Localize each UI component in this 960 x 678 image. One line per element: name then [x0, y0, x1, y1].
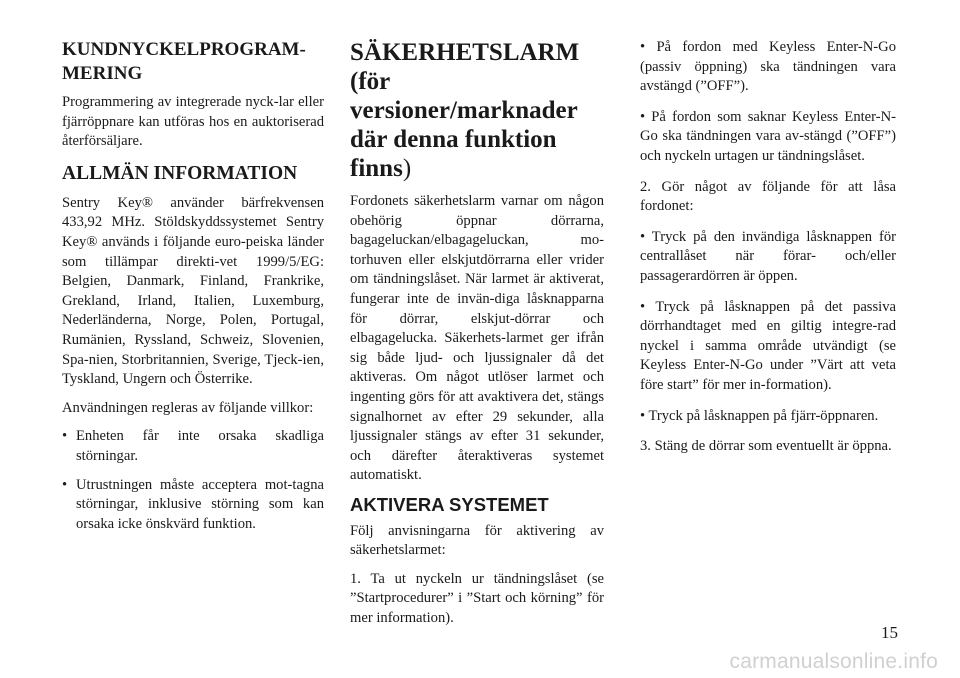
- middle-column: [350, 38, 604, 637]
- paragraph-key-programming: Programmering av integrerade nyck-lar eller fjärröppnare kan utföras hos en auktoriserad återförsäljare.: [62, 94, 324, 150]
- paragraph-activation-intro: Följ anvisningarna för aktivering av säkerhetslarmet:: [350, 522, 604, 559]
- bullet-no-keyless: • På fordon som saknar Keyless Enter-N-Go ska tändningen vara av-stängd (”OFF”) och nyckeln urtagen ur tändningslåset.: [640, 108, 896, 164]
- conditions-list: [62, 427, 324, 534]
- bullet-keyless-passive: • På fordon med Keyless Enter-N-Go (passiv öppning) ska tändningen vara avstängd (”OFF”).: [640, 39, 896, 95]
- heading-general-information: ALLMÄN INFORMATION: [62, 162, 298, 184]
- bullet-door-handle-lock: • Tryck på låsknappen på det passiva dörrhandtaget med en giltig integre-rad nyckel i samma område utvändigt (se Keyless Enter-N-Go under ”Värt att veta före start” för mer in-formation).: [640, 298, 896, 393]
- heading-security-alarm-text: SÄKERHETSLARM (för versioner/marknader där denna funktion finns: [350, 39, 580, 182]
- right-column: [640, 38, 896, 468]
- bullet-remote-lock: • Tryck på låsknappen på fjärr-öppnaren.: [640, 407, 879, 424]
- paragraph-sentry-key: Sentry Key® använder bärfrekvensen 433,92 MHz. Stöldskyddssystemet Sentry Key® används i följande euro-peiska länder som tillämpar direkti-vet 1999/5/EG: Belgien, Danmark, Finland, Frankrike, Grekland, Irland, Italien, Luxemburg, Nederländerna, Norge, Polen, Portugal, Rumänien, Ryssland, Schweiz, Slovenien, Spa-nien, Storbritannien, Sverige, Tjeck-ien, Tyskland, Ungern och Österrike.: [62, 194, 324, 388]
- paragraph-alarm-description: Fordonets säkerhetslarm varnar om någon obehörig öppnar dörrarna, bagageluckan/elbagageluckan, mo-torhuven eller elskjutdörrarna eller vrider om tändningslåset. När larmet är aktiverat, fungerar inte de invän-diga låsknapparna för dörrar, elskjut-dörrar och elbagagelucka. Säkerhets-larmet ger ifrån sig både ljud- och ljussignaler då det aktiveras. Om något utlöser larmet och ingenting görs för att avaktivera det, stängs signalhornet av efter 29 sekunder, alla ljussignaler stängs av efter 31 sekunder, och därefter återaktiveras systemet automatiskt.: [350, 193, 604, 484]
- step-2: 2. Gör något av följande för att låsa fordonet:: [640, 178, 896, 215]
- list-item: • Utrustningen måste acceptera mot-tagna störningar, inklusive störning som kan orsaka icke önskvärd funktion.: [62, 476, 324, 535]
- heading-key-programming: KUNDNYCKELPROGRAM-MERING: [62, 39, 306, 84]
- heading-security-alarm: [350, 38, 604, 183]
- heading-security-alarm-paren: ): [402, 155, 412, 182]
- left-column: [62, 38, 324, 543]
- step-1: 1. Ta ut nyckeln ur tändningslåset (se ”Startprocedurer” i ”Start och körning” för mer information).: [350, 570, 604, 626]
- watermark: carmanualsonline.info: [729, 650, 938, 673]
- bullet-interior-lock: • Tryck på den invändiga låsknappen för centrallåset när förar- och/eller passagerardörren är öppen.: [640, 228, 896, 284]
- page-number: 15: [881, 623, 898, 642]
- paragraph-conditions: Användningen regleras av följande villkor:: [62, 399, 314, 416]
- step-3: 3. Stäng de dörrar som eventuellt är öppna.: [640, 438, 892, 455]
- list-item: • Enheten får inte orsaka skadliga störningar.: [62, 427, 324, 466]
- heading-activate-system: AKTIVERA SYSTEMET: [350, 493, 549, 515]
